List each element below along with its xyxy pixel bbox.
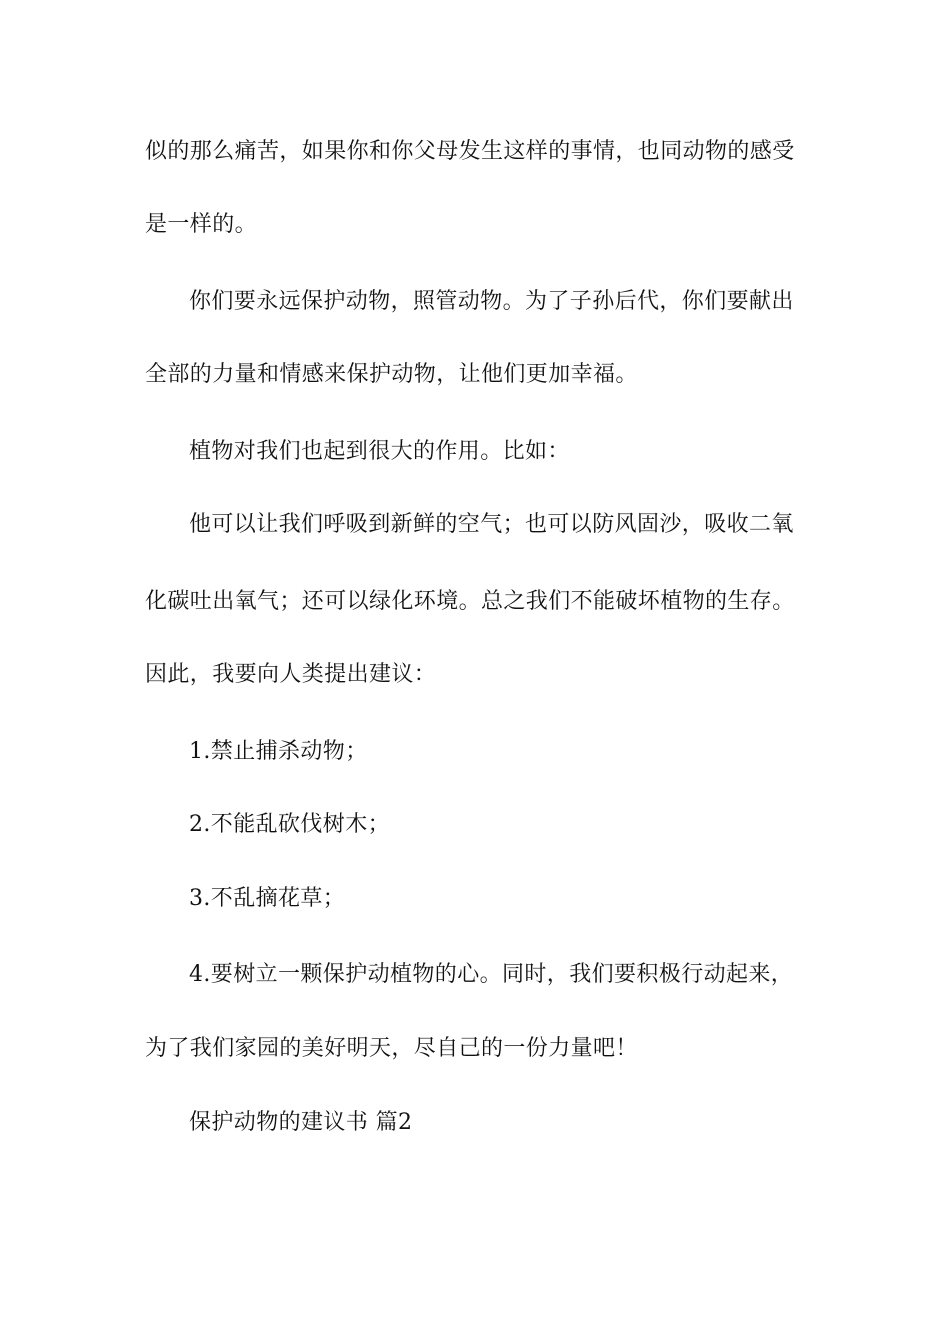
paragraph-line: 你们要永远保护动物，照管动物。为了子孙后代，你们要献出 bbox=[189, 289, 794, 314]
list-item: 4.要树立一颗保护动植物的心。同时，我们要积极行动起来， bbox=[189, 962, 794, 987]
list-item: 2.不能乱砍伐树木； bbox=[189, 812, 390, 837]
paragraph-line: 植物对我们也起到很大的作用。比如： bbox=[189, 439, 570, 464]
paragraph-line: 似的那么痛苦，如果你和你父母发生这样的事情，也同动物的感受 bbox=[145, 139, 795, 164]
paragraph-line: 化碳吐出氧气；还可以绿化环境。总之我们不能破坏植物的生存。 bbox=[145, 589, 795, 614]
paragraph-line: 为了我们家园的美好明天，尽自己的一份力量吧！ bbox=[145, 1036, 638, 1061]
list-item: 3.不乱摘花草； bbox=[189, 886, 346, 911]
paragraph-line: 全部的力量和情感来保护动物，让他们更加幸福。 bbox=[145, 362, 638, 387]
paragraph-line: 是一样的。 bbox=[145, 212, 258, 237]
section-heading: 保护动物的建议书 篇2 bbox=[189, 1110, 413, 1135]
paragraph-line: 因此，我要向人类提出建议： bbox=[145, 662, 437, 687]
paragraph-line: 他可以让我们呼吸到新鲜的空气；也可以防风固沙，吸收二氧 bbox=[189, 512, 794, 537]
list-item: 1.禁止捕杀动物； bbox=[189, 739, 368, 764]
